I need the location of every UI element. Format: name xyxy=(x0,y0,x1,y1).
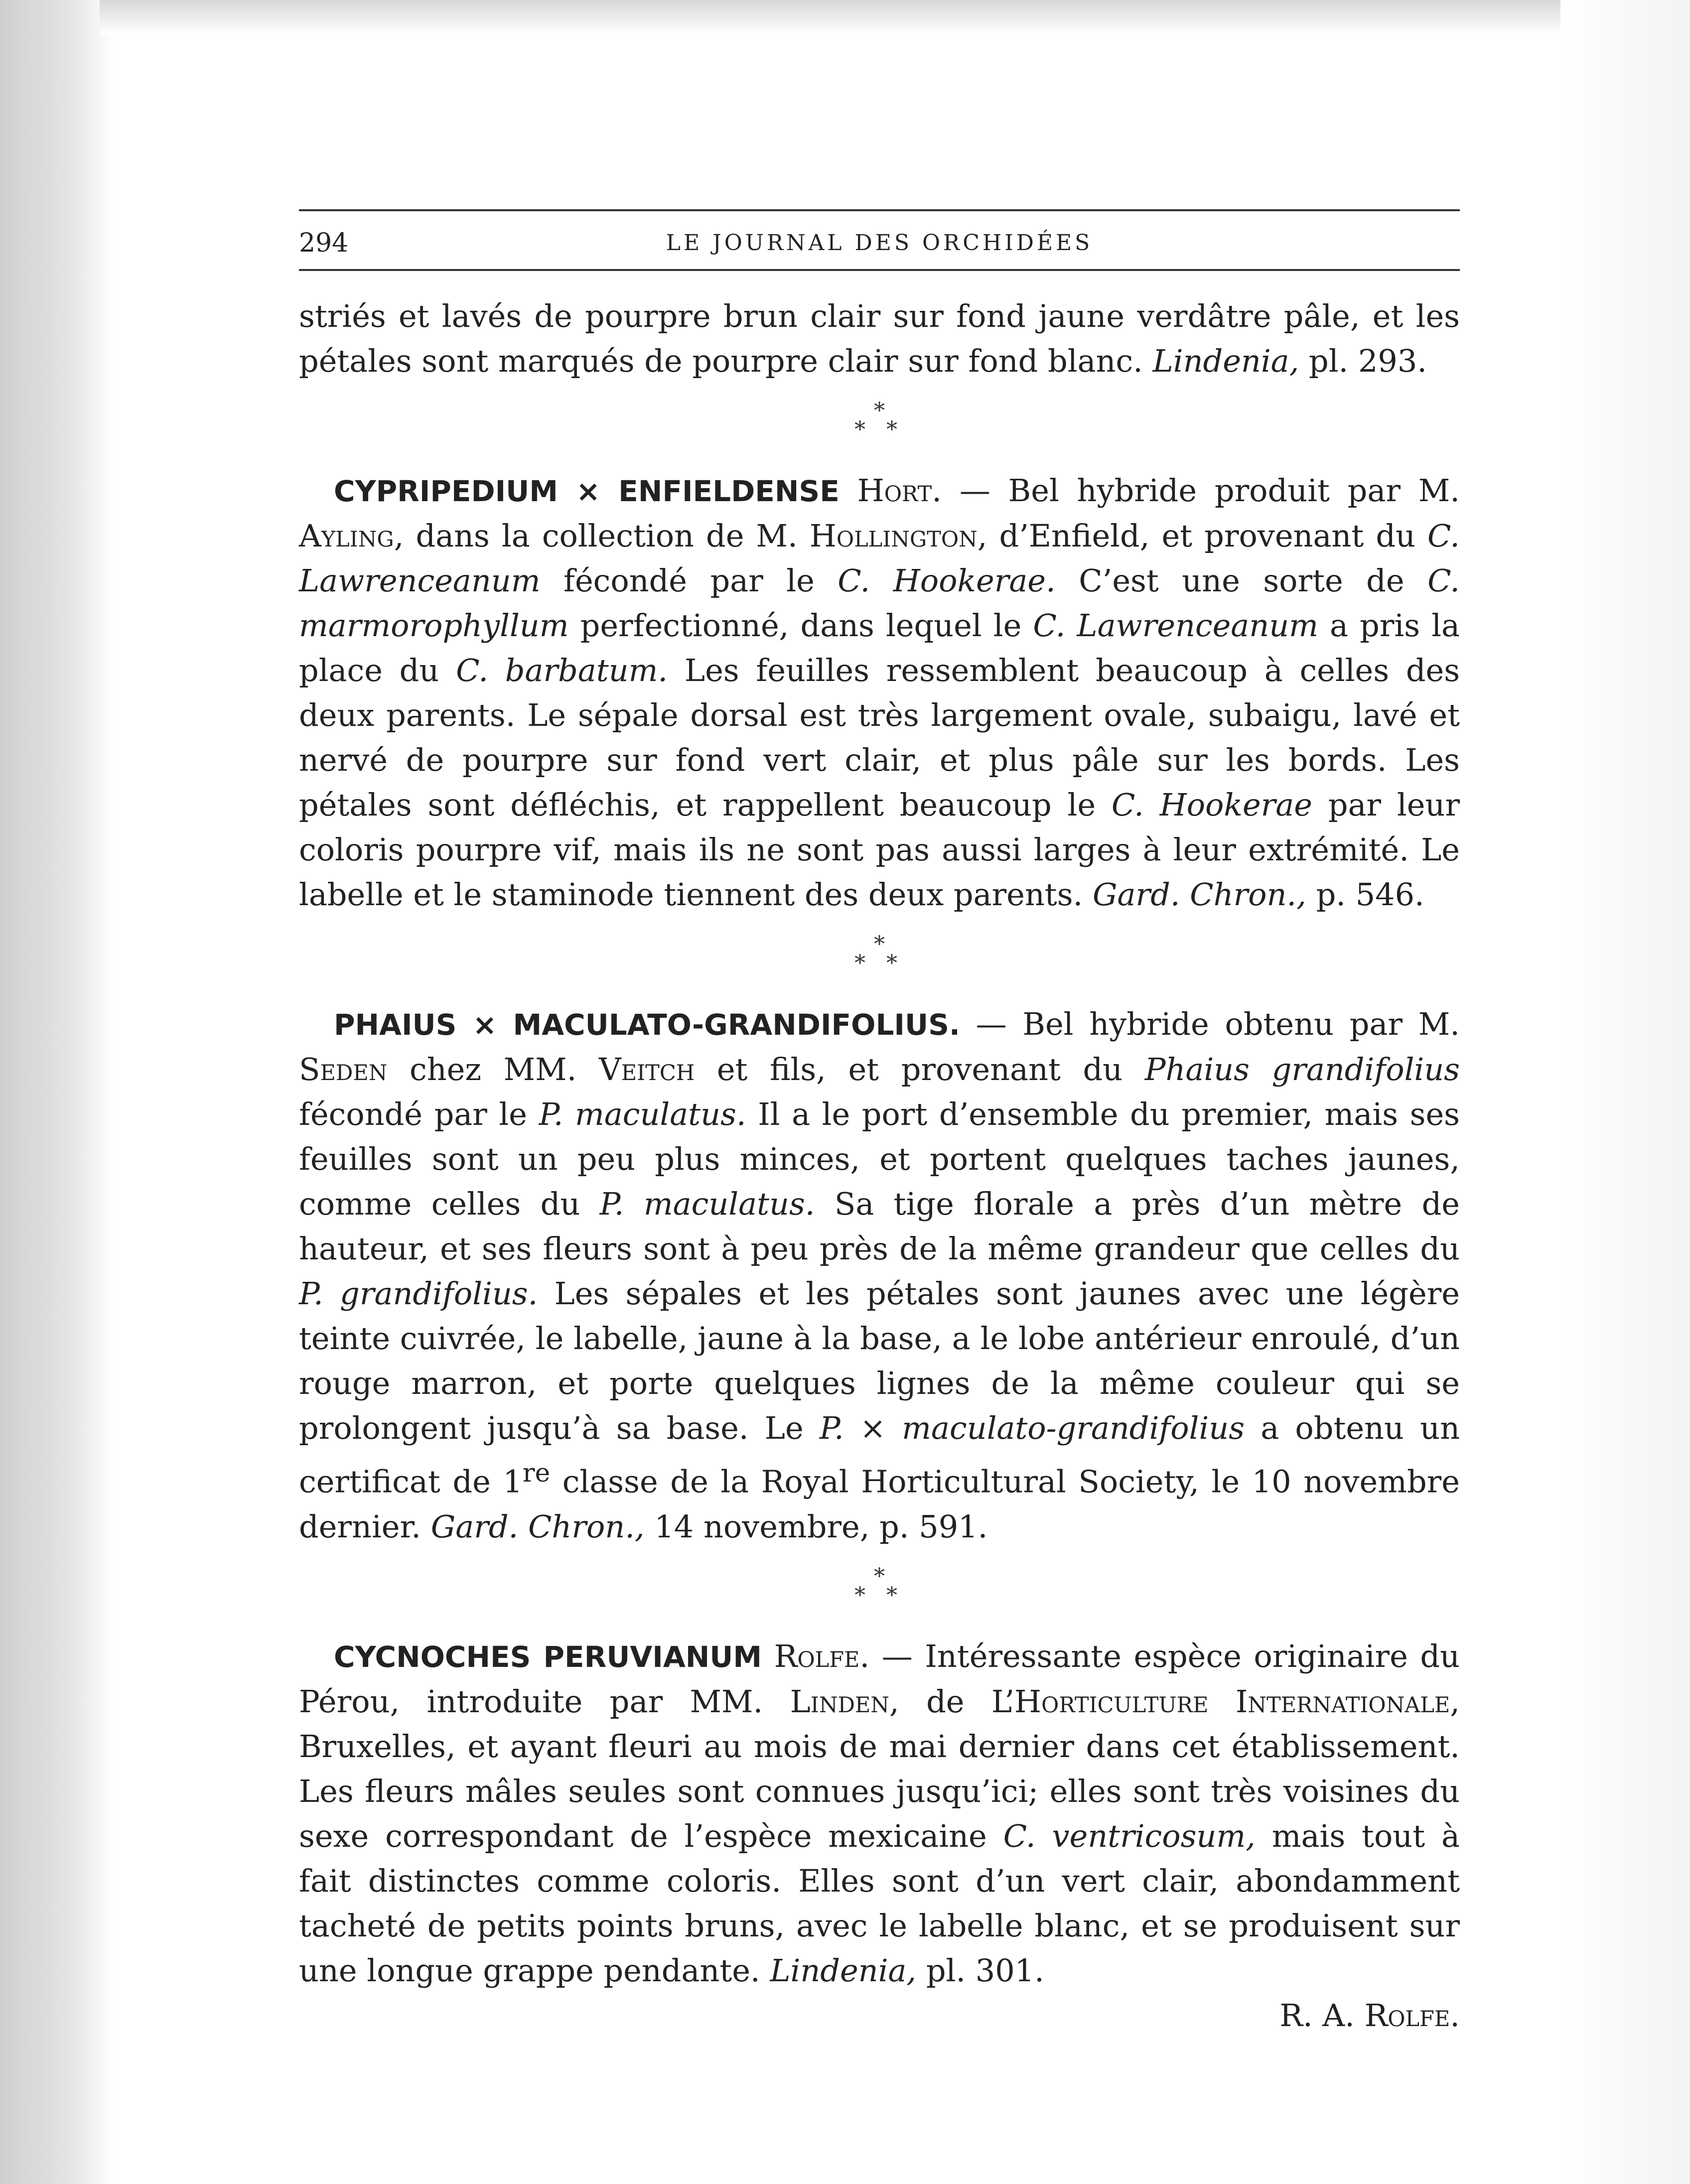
entry-text: fécondé par le xyxy=(540,562,838,599)
entry-text: Les sépales et les pétales sont jaunes avec une légère teinte cuivrée, le labelle, jaune à la base, a le lobe antérieur enroulé, d’un rouge marron, et porte quelques lignes de la même couleur qui se prolongent jusqu’à sa base. Le xyxy=(299,1275,1460,1446)
entry-cypripedium xyxy=(299,468,1460,917)
entry-text: par leur coloris pourpre vif, mais ils ne sont pas aussi larges à leur extrémité. Le labelle et le staminode tiennent des deux parents. xyxy=(299,787,1460,913)
page-number: 294 xyxy=(299,228,349,258)
entry-text: , Bruxelles, et ayant fleuri au mois de mai dernier dans cet établissement. Les fleurs mâles seules sont connues jusqu’ici; elles sont très voisines du sexe correspondant de l’espèce mexicaine xyxy=(299,1683,1460,1854)
species-name: P. grandifolius. xyxy=(299,1275,538,1312)
entry-text: — Intéressante espèce originaire du Pérou, introduite par MM. xyxy=(299,1638,1460,1720)
entry-text: Il a le port d’ensemble du premier, mais ses feuilles sont un peu plus minces, et portent quelques taches jaunes, comme celles du xyxy=(299,1096,1460,1222)
entry-title: CYPRIPEDIUM × ENFIELDENSE xyxy=(334,474,840,508)
entry-text: fécondé par le xyxy=(299,1096,539,1132)
entry-title: CYCNOCHES PERUVIANUM xyxy=(334,1639,762,1674)
entry-text: Les feuilles ressemblent beaucoup à celles des deux parents. Le sépale dorsal est très largement ovale, subaigu, lavé et nervé de pourpre sur fond vert clair, et plus pâle sur les bords. Les pétales sont défléchis, et rappellent beaucoup le xyxy=(299,652,1460,823)
species-name: C. Lawrenceanum xyxy=(1033,607,1318,644)
asterism-bottom: * * xyxy=(854,951,904,976)
asterism-top: * xyxy=(874,932,885,957)
asterism-bottom: * * xyxy=(854,1582,904,1608)
entry-text: classe de la Royal Horticultural Society, le 10 novembre dernier. xyxy=(299,1463,1460,1545)
citation: Gard. Chron., xyxy=(1092,876,1306,913)
author-signature: R. A. Rolfe. xyxy=(1279,1997,1460,2034)
header-rule-bottom xyxy=(299,269,1460,271)
asterism-top: * xyxy=(874,398,885,423)
species-name: P. maculatus. xyxy=(539,1096,746,1132)
entry-text: chez MM. xyxy=(387,1051,599,1088)
entry-title: PHAIUS × MACULATO-GRANDIFOLIUS. xyxy=(334,1008,960,1042)
entry-text: — Bel hybride obtenu par M. xyxy=(960,1006,1460,1042)
scan-shadow-top xyxy=(100,0,1569,35)
species-name: C. Hookerae. xyxy=(838,562,1056,599)
person-name: Seden xyxy=(299,1051,388,1088)
entry-text: pl. 301. xyxy=(916,1952,1044,1989)
entry-cycnoches xyxy=(299,1634,1460,1993)
intro-paragraph xyxy=(299,294,1460,384)
entry-text: C’est une sorte de xyxy=(1055,562,1428,599)
entry-author: Hort. xyxy=(857,472,942,509)
entry-text: , d’Enfield, et provenant du xyxy=(977,518,1428,554)
entry-text: perfectionné, dans lequel le xyxy=(568,607,1033,644)
person-name: Linden xyxy=(790,1683,889,1720)
entry-text: mais tout à fait distinctes comme coloris. Elles sont d’un vert clair, abondamment tacheté de petits points bruns, avec le labelle blanc, et se produisent sur une longue grappe pendante. xyxy=(299,1817,1460,1989)
scan-shadow-right xyxy=(1560,0,1690,2184)
person-name: Hollington xyxy=(809,518,978,554)
entry-text: a obtenu un certificat de 1 xyxy=(299,1410,1460,1500)
citation: Gard. Chron., xyxy=(430,1508,645,1545)
running-title: LE JOURNAL DES ORCHIDÉES xyxy=(666,230,1093,256)
organization-name: L’Horticulture Internationale xyxy=(991,1683,1450,1720)
entry-text: — Bel hybride produit par M. xyxy=(942,472,1460,509)
asterism-bottom: * * xyxy=(854,417,904,442)
entry-text: Sa tige florale a près d’un mètre de hauteur, et ses fleurs sont à peu près de la même grandeur que celles du xyxy=(299,1186,1460,1267)
article-body xyxy=(299,294,1460,2038)
entry-text: p. 546. xyxy=(1306,876,1424,913)
species-name: Phaius grandifolius xyxy=(1144,1051,1460,1088)
page-header xyxy=(299,223,1460,263)
species-name: P. maculatus. xyxy=(599,1186,815,1222)
intro-ref: Lindenia, xyxy=(1152,343,1299,379)
species-name: P. × maculato-grandifolius xyxy=(819,1410,1245,1446)
species-name: C. ventricosum, xyxy=(1003,1817,1256,1854)
entry-author: Rolfe. xyxy=(774,1638,870,1674)
intro-text-a: striés et lavés de pourpre brun clair sur fond jaune verdâtre pâle, et les pétales sont marqués de pourpre clair sur fond blanc. xyxy=(299,298,1460,379)
entry-text: a pris la place du xyxy=(299,607,1460,688)
asterism-divider-1 xyxy=(299,398,1460,442)
entry-text: et fils, et provenant du xyxy=(695,1051,1145,1088)
ordinal-suffix: re xyxy=(522,1458,551,1488)
entry-phaius xyxy=(299,1002,1460,1549)
entry-text: 14 novembre, p. 591. xyxy=(644,1508,988,1545)
scan-shadow-left xyxy=(0,0,115,2184)
asterism-top: * xyxy=(874,1563,885,1589)
species-name: C. Lawrenceanum xyxy=(299,518,1460,599)
person-name: Ayling xyxy=(299,518,394,554)
asterism-divider-2 xyxy=(299,932,1460,976)
entry-text: , dans la collection de M. xyxy=(394,518,810,554)
species-name: C. barbatum. xyxy=(456,652,668,688)
species-name: C. Hookerae xyxy=(1111,787,1312,823)
asterism-divider-3 xyxy=(299,1563,1460,1608)
citation: Lindenia, xyxy=(770,1952,917,1989)
species-name: C. marmorophyllum xyxy=(299,562,1460,644)
header-rule-top xyxy=(299,209,1460,211)
entry-text: , de xyxy=(889,1683,991,1720)
person-name: Veitch xyxy=(598,1051,695,1088)
intro-text-b: pl. 293. xyxy=(1299,343,1427,379)
